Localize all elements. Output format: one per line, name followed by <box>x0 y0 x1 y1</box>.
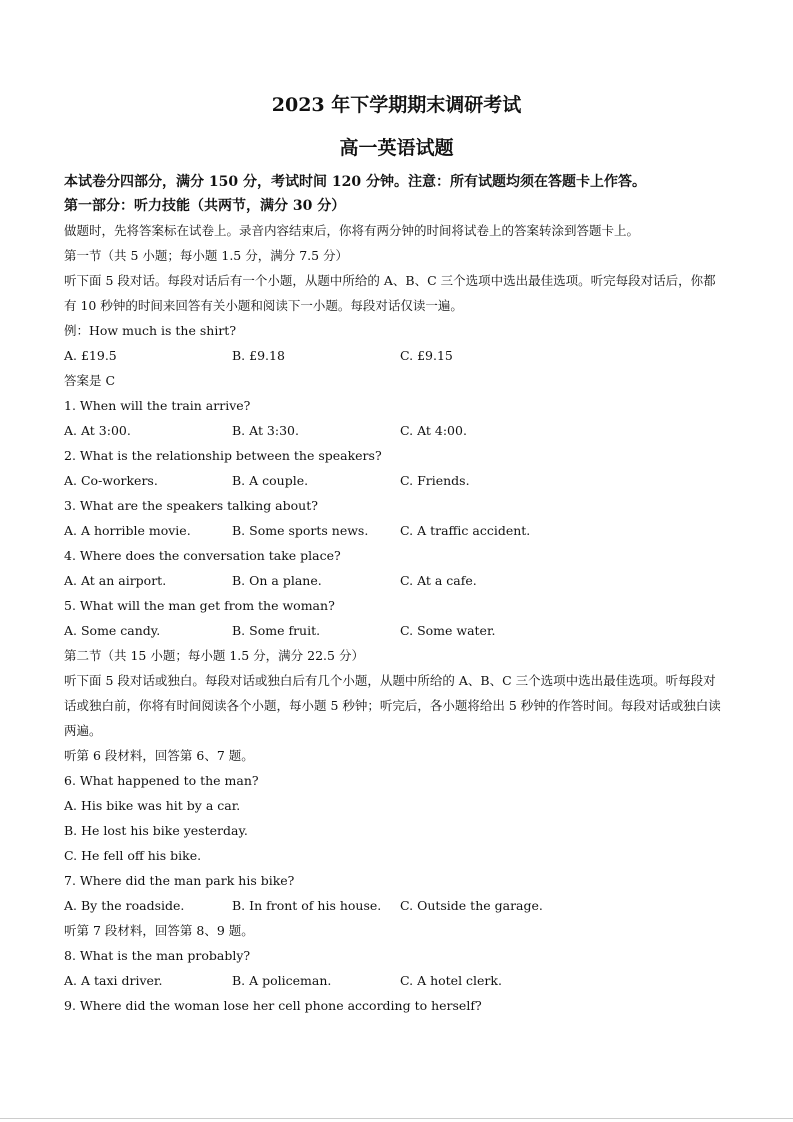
part1-heading: 第一部分：听力技能（共两节，满分 30 分） <box>64 198 346 214</box>
question-1-options <box>64 418 728 443</box>
option-a: A. Some candy. <box>64 623 161 638</box>
question-5: 5. What will the man get from the woman? <box>64 598 335 613</box>
question-7-options <box>64 893 728 918</box>
option-b: B. A policeman. <box>232 973 332 988</box>
question-6: 6. What happened to the man? <box>64 773 259 788</box>
option-c: C. Outside the garage. <box>400 898 543 913</box>
option-a: A. At 3:00. <box>64 423 131 438</box>
option-b: B. In front of his house. <box>232 898 382 913</box>
option-b: B. He lost his bike yesterday. <box>64 823 248 838</box>
option-b: B. £9.18 <box>232 348 285 363</box>
question-8: 8. What is the man probably? <box>64 948 251 963</box>
option-b: B. Some fruit. <box>232 623 321 638</box>
section1-directions: 听下面 5 段对话。每段对话后有一个小题，从题中所给的 A、B、C 三个选项中选出最佳选项。听完每段对话后，你都有 10 秒钟的时间来回答有关小题和阅读下一小题。每段对话仅读一遍。 <box>64 273 716 313</box>
option-a: A. Co-workers. <box>64 473 158 488</box>
question-3: 3. What are the speakers talking about? <box>64 498 318 513</box>
material-7-label: 听第 7 段材料，回答第 8、9 题。 <box>64 923 254 938</box>
option-a: A. A taxi driver. <box>64 973 163 988</box>
exam-title: 2023 年下学期期末调研考试 <box>271 94 522 116</box>
section2-directions: 听下面 5 段对话或独白。每段对话或独白后有几个小题，从题中所给的 A、B、C 三个选项中选出最佳选项。听每段对话或独白前，你将有时间阅读各个小题，每小题 5 秒钟；听完后，各小题将给出 5 秒钟的作答时间。每段对话或独白读两遍。 <box>64 673 721 738</box>
material-6-label: 听第 6 段材料，回答第 6、7 题。 <box>64 748 254 763</box>
exam-subtitle: 高一英语试题 <box>339 137 454 159</box>
option-c: C. At 4:00. <box>400 423 467 438</box>
section2-heading: 第二节（共 15 小题；每小题 1.5 分，满分 22.5 分） <box>64 648 364 663</box>
question-2: 2. What is the relationship between the speakers? <box>64 448 382 463</box>
page-bottom-divider <box>0 1118 793 1119</box>
option-a: A. At an airport. <box>64 573 167 588</box>
section1-heading: 第一节（共 5 小题；每小题 1.5 分，满分 7.5 分） <box>64 248 349 263</box>
exam-notice: 本试卷分四部分，满分 150 分，考试时间 120 分钟。注意：所有试题均须在答题卡上作答。 <box>64 174 646 190</box>
question-5-options <box>64 618 728 643</box>
example-answer: 答案是 C <box>64 373 116 388</box>
option-c: C. A hotel clerk. <box>400 973 502 988</box>
part1-instruction: 做题时，先将答案标在试卷上。录音内容结束后，你将有两分钟的时间将试卷上的答案转涂到答题卡上。 <box>64 223 640 238</box>
example-options <box>64 343 728 368</box>
question-9: 9. Where did the woman lose her cell phone according to herself? <box>64 998 482 1013</box>
question-4-options <box>64 568 728 593</box>
option-a: A. His bike was hit by a car. <box>64 798 241 813</box>
option-c: C. At a cafe. <box>400 573 477 588</box>
example-question: 例：How much is the shirt? <box>64 323 237 338</box>
option-b: B. On a plane. <box>232 573 322 588</box>
exam-content <box>64 170 728 1018</box>
option-c: C. Friends. <box>400 473 470 488</box>
question-8-options <box>64 968 728 993</box>
option-c: C. He fell off his bike. <box>64 848 202 863</box>
question-2-options <box>64 468 728 493</box>
question-4: 4. Where does the conversation take place? <box>64 548 341 563</box>
option-c: C. Some water. <box>400 623 496 638</box>
option-a: A. A horrible movie. <box>64 523 191 538</box>
option-b: B. At 3:30. <box>232 423 299 438</box>
question-3-options <box>64 518 728 543</box>
option-c: C. £9.15 <box>400 348 453 363</box>
option-a: A. By the roadside. <box>64 898 185 913</box>
option-c: C. A traffic accident. <box>400 523 531 538</box>
option-b: B. Some sports news. <box>232 523 369 538</box>
question-1: 1. When will the train arrive? <box>64 398 251 413</box>
question-7: 7. Where did the man park his bike? <box>64 873 295 888</box>
option-b: B. A couple. <box>232 473 309 488</box>
option-a: A. £19.5 <box>64 348 117 363</box>
